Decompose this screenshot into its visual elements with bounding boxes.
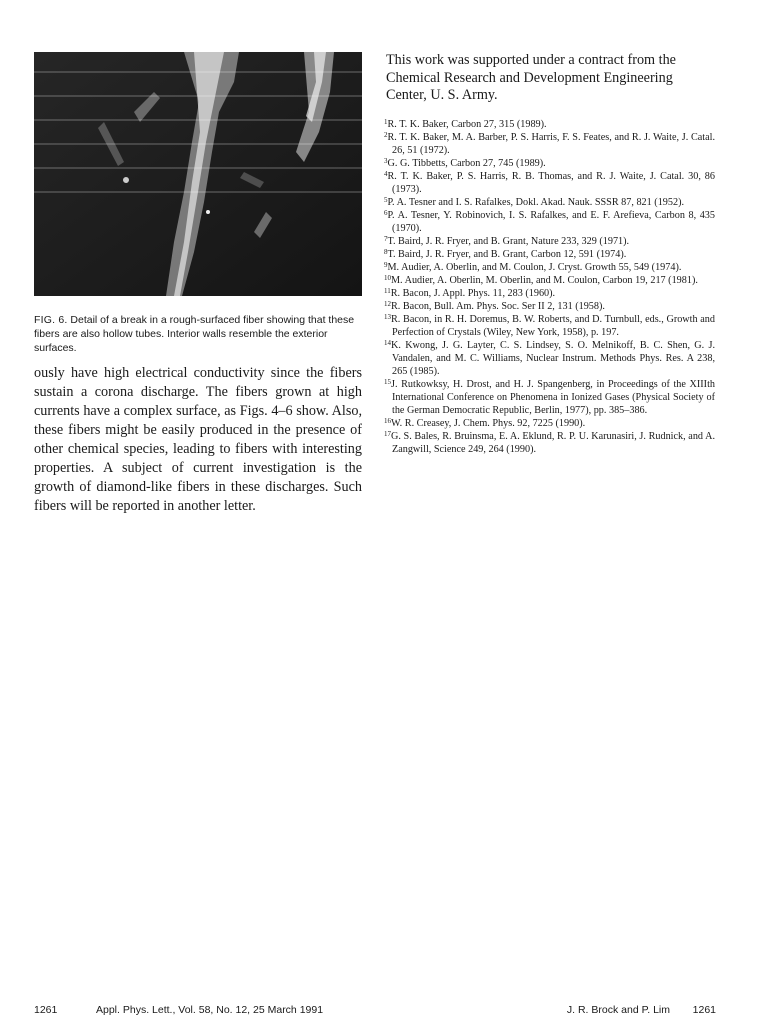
reference-item: [384, 313, 715, 339]
reference-text: P. A. Tesner, Y. Robinovich, I. S. Rafalkes, and E. F. Arefieva, Carbon 8, 435 (1970).: [387, 210, 715, 234]
reference-text: G. S. Bales, R. Bruinsma, E. A. Eklund, R. P. U. Karunasiri, J. Rudnick, and A. Zangwill, Science 249, 264 (1990).: [391, 431, 715, 455]
footer-authors: J. R. Brock and P. Lim: [566, 1004, 670, 1016]
reference-number: 7: [384, 235, 388, 243]
figure-caption: [34, 313, 364, 355]
reference-text: R. Bacon, Bull. Am. Phys. Soc. Ser II 2, 131 (1958).: [391, 301, 605, 312]
reference-number: 4: [384, 170, 388, 178]
reference-number: 17: [384, 430, 391, 438]
reference-number: 1: [384, 118, 388, 126]
reference-item: [384, 209, 715, 235]
reference-number: 15: [384, 378, 391, 386]
reference-item: [384, 248, 715, 261]
reference-item: [384, 378, 715, 417]
reference-number: 13: [384, 313, 391, 321]
reference-number: 6: [384, 209, 388, 217]
micrograph-image: [34, 52, 362, 296]
reference-text: G. G. Tibbetts, Carbon 27, 745 (1989).: [387, 158, 546, 169]
reference-number: 3: [384, 157, 388, 165]
reference-text: T. Baird, J. R. Fryer, and B. Grant, Nature 233, 329 (1971).: [387, 236, 630, 247]
reference-item: [384, 235, 715, 248]
reference-number: 8: [384, 248, 388, 256]
reference-text: W. R. Creasey, J. Chem. Phys. 92, 7225 (1990).: [391, 418, 586, 429]
reference-number: 10: [384, 274, 391, 282]
reference-number: 12: [384, 300, 391, 308]
page-footer: [34, 1003, 716, 1017]
reference-item: [384, 300, 715, 313]
reference-text: R. T. K. Baker, M. A. Barber, P. S. Harris, F. S. Feates, and R. J. Waite, J. Catal. 26, 51 (1972).: [387, 132, 715, 156]
reference-text: M. Audier, A. Oberlin, and M. Coulon, J. Cryst. Growth 55, 549 (1974).: [387, 262, 682, 273]
reference-text: R. T. K. Baker, Carbon 27, 315 (1989).: [387, 119, 547, 130]
caption-label: FIG. 6.: [34, 314, 68, 326]
reference-text: P. A. Tesner and I. S. Rafalkes, Dokl. Akad. Nauk. SSSR 87, 821 (1952).: [387, 197, 685, 208]
reference-text: R. Bacon, in R. H. Doremus, B. W. Roberts, and D. Turnbull, eds., Growth and Perfection of Crystals (Wiley, New York, 1958), p. 197.: [391, 314, 715, 338]
reference-text: R. Bacon, J. Appl. Phys. 11, 283 (1960).: [390, 288, 556, 299]
reference-item: [384, 287, 715, 300]
reference-item: [384, 339, 715, 378]
reference-item: [384, 274, 715, 287]
reference-text: M. Audier, A. Oberlin, M. Oberlin, and M. Coulon, Carbon 19, 217 (1981).: [391, 275, 698, 286]
reference-number: 5: [384, 196, 388, 204]
footer-page-number-left: 1261: [34, 1004, 58, 1016]
reference-text: T. Baird, J. R. Fryer, and B. Grant, Carbon 12, 591 (1974).: [387, 249, 627, 260]
footer-journal: Appl. Phys. Lett., Vol. 58, No. 12, 25 March 1991: [96, 1004, 324, 1016]
footer-page-number-right: 1261: [692, 1004, 716, 1016]
reference-item: [384, 118, 715, 131]
reference-item: [384, 417, 715, 430]
reference-item: [384, 261, 715, 274]
reference-text: J. Rutkowksy, H. Drost, and H. J. Spangenberg, in Proceedings of the XIIIth International Conference on Phenomena in Ionized Gases (Physical Society of the German Democratic Republic, Berlin, 1977), pp. 385–386.: [391, 379, 715, 416]
reference-list: [384, 118, 715, 456]
reference-item: [384, 430, 715, 456]
reference-number: 11: [384, 287, 391, 295]
reference-number: 16: [384, 417, 391, 425]
reference-number: 2: [384, 131, 388, 139]
body-paragraph: ously have high electrical conductivity since the fibers sustain a corona discharge. The fibers grown at high currents have a complex surface, as Figs. 4–6 show. Also, these fibers might be easily produced in the presence of other chemical species, leading to fibers with interesting properties. A subject of current investigation is the growth of diamond-like fibers in these discharges. Such fibers will be reported in another letter.: [34, 365, 362, 514]
reference-item: [384, 170, 715, 196]
reference-item: [384, 131, 715, 157]
reference-text: K. Kwong, J. G. Layter, C. S. Lindsey, S. O. Melnikoff, B. C. Shen, G. J. Vandalen, and M. C. Williams, Nuclear Instrum. Methods Phys. Res. A 238, 265 (1985).: [391, 340, 715, 377]
reference-text: R. T. K. Baker, P. S. Harris, R. B. Thomas, and R. J. Waite, J. Catal. 30, 86 (1973).: [387, 171, 715, 195]
reference-number: 14: [384, 339, 391, 347]
reference-item: [384, 196, 715, 209]
acknowledgment: This work was supported under a contract from the Chemical Research and Development Engineering Center, U. S. Army.: [386, 52, 676, 103]
micrograph-figure: [34, 52, 362, 296]
caption-text: Detail of a break in a rough-surfaced fiber showing that these fibers are also hollow tubes. Interior walls resemble the exterior surfaces.: [34, 314, 355, 354]
reference-item: [384, 157, 715, 170]
reference-number: 9: [384, 261, 388, 269]
